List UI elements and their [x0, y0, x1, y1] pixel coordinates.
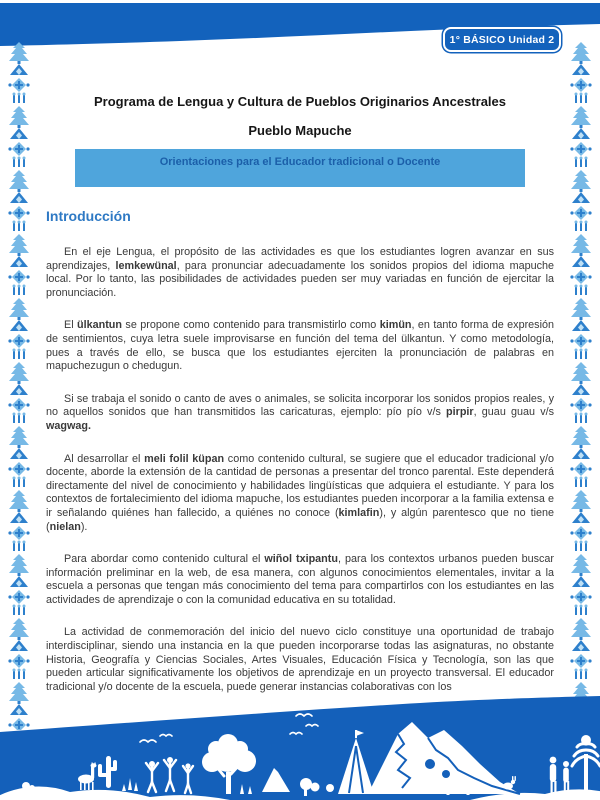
- intro-paragraph: La actividad de conmemoración del inicio del nuevo ciclo constituye una oportunidad de trabajo interdisciplinar, siendo una instancia en la que pueden incorporarse todas las asignaturas, no obstante Historia, Geografía y Ciencias Sociales, Artes Visuales, Educación Física y Tecnología, son las que pueden articular significativamente los objetivos de aprendizaje en un proyecto transversal. El educador tradicional y/o docente de la escuela, puede generar instancias colaborativas con los: [46, 626, 554, 693]
- intro-paragraph: Si se trabaja el sonido o canto de aves o animales, se solicita incorporar los sonidos propios reales, y no aquellos sonidos que han transmitidos las caricaturas, ejemplo: pío pío v/s pirpir, guau guau v/s wagwag.: [46, 392, 554, 432]
- program-title: Programa de Lengua y Cultura de Pueblos Originarios Ancestrales: [93, 94, 507, 109]
- intro-paragraph: En el eje Lengua, el propósito de las actividades es que los estudiantes logren avanzar en sus aprendizajes, lemkewünal, para pronunciar adecuadamente los sonidos propios del idioma mapuche local. Por lo tanto, las posibilidades de actividades pueden ser muy variadas en función de ejercitar la pronunciación.: [46, 246, 554, 299]
- bush-icon: [29, 785, 35, 791]
- left-ornament-strip: [8, 42, 30, 730]
- orientation-banner: [75, 149, 525, 187]
- intro-paragraph: Para abordar como contenido cultural el wiñol txipantu, para los contextos urbanos pueden buscar información preliminar en la web, de esa manera, con algunos conocimientos elementales, invitar a la escuela a personas que tengan más conocimiento del tema para compartirlos con los estudiantes en las actividades de aprendizaje o con la comunidad educativa en su totalidad.: [46, 553, 555, 606]
- intro-heading: Introducción: [46, 208, 131, 224]
- unit-badge: [443, 27, 561, 52]
- intro-paragraph: El ülkantun se propone como contenido para transmistirlo como kimün, en tanto forma de expresión de sentimientos, cuya letra suele improvisarse en función del tema del ülkantun. Y como metodología, pues a través de ello, se busca que los estudiantes ejerciten la pronunciación de palabras en mapuchezugun o chedugun.: [46, 319, 554, 373]
- unit-badge-label: 1° BÁSICO Unidad 2: [449, 33, 555, 46]
- program-subtitle: Pueblo Mapuche: [248, 123, 352, 138]
- orientation-banner-label: Orientaciones para el Educador tradicional o Docente: [159, 156, 441, 168]
- bush-icon: [22, 782, 30, 790]
- right-ornament-strip: [570, 42, 592, 730]
- footer-illustration: [0, 694, 600, 800]
- introduction-section: [46, 208, 554, 713]
- intro-paragraph: Al desarrollar el meli folil küpan como contenido cultural, se sugiere que el educador tradicional y/o docente, aborde la extensión de la cantidad de personas a presentar del tronco parental. Este dependerá directamente del nivel de conocimiento y habilidades lingüísticas que adquiera el estudiante. Y para los contextos de fortalecimiento del idioma mapuche, los estudiantes pueden incorporar a la familia extensa e ir señalando quiénes han fallecido, a quiénes no conoce (kimlafin), y algún parentesco que no tiene (nielan).: [46, 452, 554, 533]
